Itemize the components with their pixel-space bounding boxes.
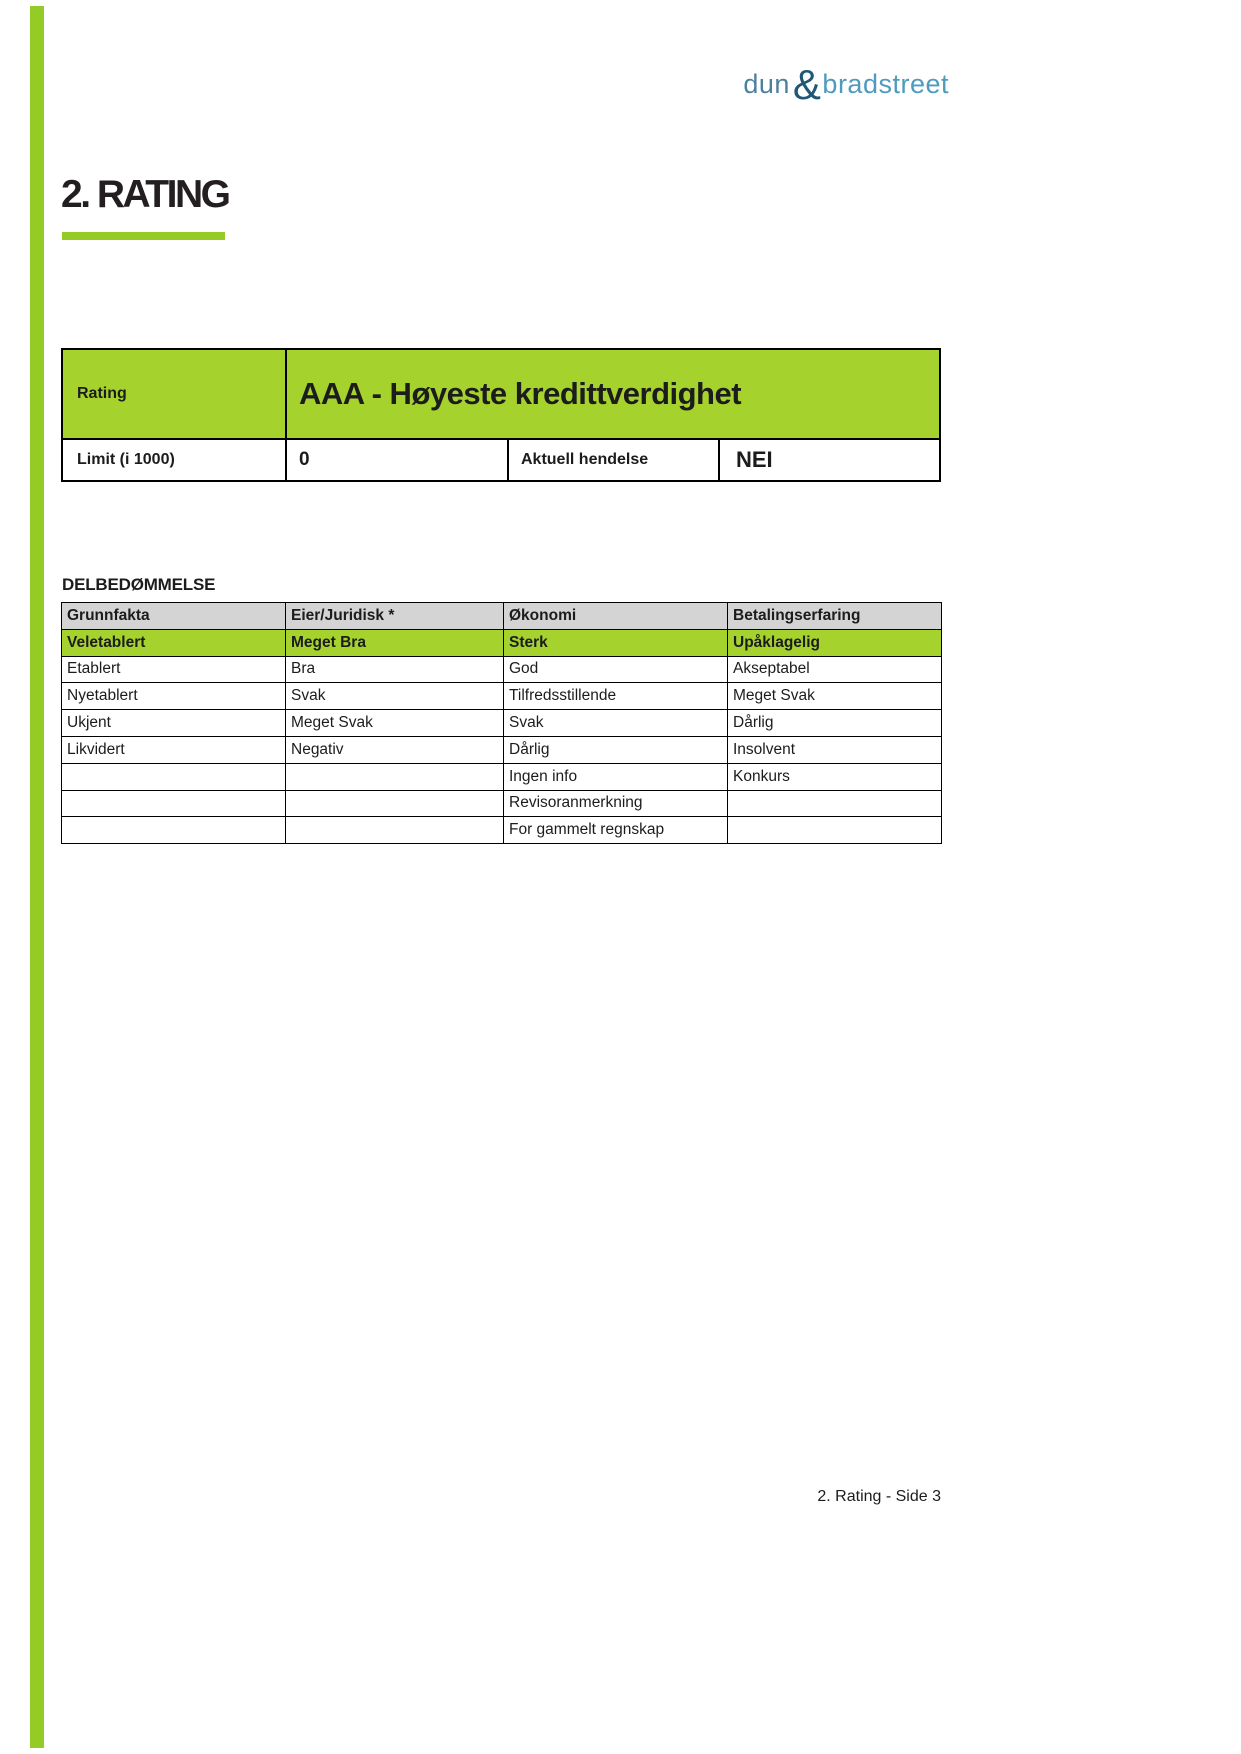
table-cell: Eier/Juridisk * (286, 603, 504, 630)
table-row (62, 683, 942, 710)
limit-value-cell (287, 440, 509, 480)
table-cell: Ukjent (62, 710, 286, 737)
table-cell (62, 790, 286, 817)
table-cell (286, 817, 504, 844)
event-value: NEI (736, 447, 773, 472)
rating-summary-table (61, 348, 941, 482)
table-row (62, 736, 942, 763)
table-cell: Sterk (504, 629, 728, 656)
page-number: 2. Rating - Side 3 (817, 1488, 941, 1505)
table-cell: For gammelt regnskap (504, 817, 728, 844)
table-cell: Bra (286, 656, 504, 683)
table-cell: Insolvent (728, 736, 942, 763)
rating-label: Rating (77, 385, 127, 402)
table-row (62, 763, 942, 790)
table-cell: Likvidert (62, 736, 286, 763)
table-cell: Grunnfakta (62, 603, 286, 630)
table-cell (728, 817, 942, 844)
table-cell: Svak (286, 683, 504, 710)
table-cell: Nyetablert (62, 683, 286, 710)
logo-text-bradstreet: bradstreet (822, 69, 949, 99)
section-title-underline (62, 232, 225, 240)
table-cell: Meget Bra (286, 629, 504, 656)
table-cell: Upåklagelig (728, 629, 942, 656)
rating-label-cell (63, 350, 287, 438)
assessment-table-body (62, 603, 942, 844)
table-row (62, 790, 942, 817)
assessment-selected-row (62, 629, 942, 656)
table-cell: Negativ (286, 736, 504, 763)
event-label: Aktuell hendelse (521, 451, 649, 468)
dun-bradstreet-logo (743, 61, 949, 108)
assessment-table (61, 602, 942, 844)
table-row (62, 656, 942, 683)
logo-ampersand-icon: & (792, 61, 822, 108)
table-cell: Revisoranmerkning (504, 790, 728, 817)
table-cell (728, 790, 942, 817)
table-cell: Dårlig (504, 736, 728, 763)
limit-row (63, 440, 939, 480)
table-cell: Ingen info (504, 763, 728, 790)
event-label-cell (509, 440, 720, 480)
table-cell: God (504, 656, 728, 683)
rating-value-cell (287, 350, 939, 438)
table-cell (62, 763, 286, 790)
table-cell: Økonomi (504, 603, 728, 630)
rating-row (63, 350, 939, 440)
table-cell: Meget Svak (286, 710, 504, 737)
limit-label-cell (63, 440, 287, 480)
assessment-header-row (62, 603, 942, 630)
table-cell (62, 817, 286, 844)
table-cell: Akseptabel (728, 656, 942, 683)
table-cell (286, 790, 504, 817)
table-cell: Tilfredsstillende (504, 683, 728, 710)
event-value-cell (720, 440, 939, 480)
logo-text-dun: dun (743, 69, 790, 99)
assessment-title: DELBEDØMMELSE (62, 575, 216, 594)
limit-value: 0 (299, 449, 310, 470)
table-row (62, 710, 942, 737)
table-cell: Meget Svak (728, 683, 942, 710)
table-cell: Betalingserfaring (728, 603, 942, 630)
table-cell: Etablert (62, 656, 286, 683)
table-cell: Konkurs (728, 763, 942, 790)
section-title: 2. RATING (61, 173, 229, 216)
table-cell: Dårlig (728, 710, 942, 737)
table-row (62, 817, 942, 844)
page-accent-bar (30, 6, 44, 1748)
table-cell: Veletablert (62, 629, 286, 656)
limit-label: Limit (i 1000) (77, 451, 175, 468)
table-cell (286, 763, 504, 790)
table-cell: Svak (504, 710, 728, 737)
rating-value: AAA - Høyeste kredittverdighet (299, 376, 742, 411)
